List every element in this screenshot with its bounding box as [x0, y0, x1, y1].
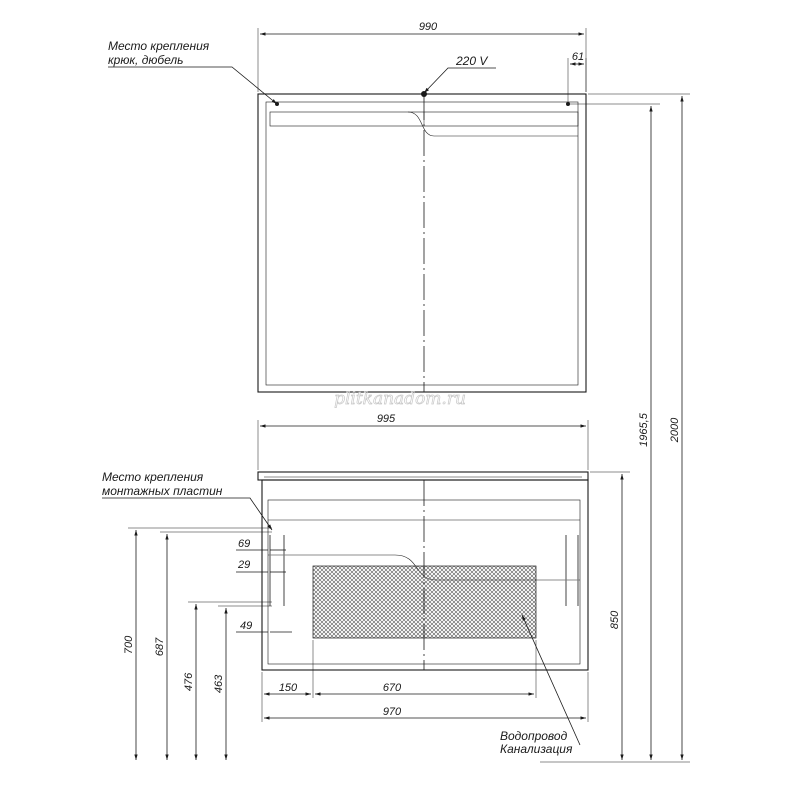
note-mirror-mount	[108, 39, 277, 104]
dim-687-label: 687	[154, 637, 166, 657]
dimension-mirror-width	[258, 21, 586, 92]
power-label: 220 V	[456, 54, 488, 68]
dim-2000-label: 2000	[669, 417, 681, 443]
mirror-mount-line-1: Место крепления	[108, 39, 210, 53]
dim-476-label: 476	[183, 672, 195, 692]
dim-150-label: 150	[278, 682, 298, 694]
dimension-476	[183, 602, 272, 760]
note-cabinet-mount	[102, 470, 272, 530]
dim-700-label: 700	[123, 635, 135, 655]
dimension-49	[236, 620, 292, 632]
dim-29-label: 29	[238, 559, 251, 571]
dim-1965-label: 1965,5	[638, 413, 650, 447]
mount-hook-right	[566, 102, 570, 106]
dim-69-label: 69	[238, 538, 251, 550]
dim-990-label: 990	[418, 21, 438, 33]
dimension-970	[264, 672, 588, 722]
cabinet-mount-line-2: монтажных пластин	[102, 484, 223, 498]
dim-463-label: 463	[213, 674, 225, 694]
dim-49-label: 49	[240, 620, 253, 632]
note-power	[424, 54, 496, 93]
dim-670-label: 670	[382, 682, 402, 694]
mirror-cabinet	[258, 91, 586, 392]
dim-970-label: 970	[382, 706, 402, 718]
dimension-69	[236, 538, 286, 550]
dim-995-label: 995	[376, 413, 396, 425]
dim-61-label: 61	[571, 51, 585, 63]
dimension-mirror-mount-height	[570, 104, 660, 760]
plumbing-zone	[313, 566, 536, 638]
mirror-mount-line-2: крюк, дюбель	[108, 53, 184, 67]
utilities-line-2: Канализация	[500, 742, 573, 756]
power-point	[421, 91, 427, 97]
dimension-29	[236, 559, 286, 572]
watermark-logo: plitkanadom.ru	[334, 389, 466, 409]
utilities-line-1: Водопровод	[500, 729, 568, 743]
cabinet-mount-line-1: Место крепления	[102, 470, 204, 484]
dimension-687	[154, 532, 272, 760]
dimension-cabinet-height	[590, 472, 630, 760]
vanity-top	[258, 413, 588, 480]
base-cabinet	[262, 480, 588, 670]
dim-850-label: 850	[609, 610, 621, 630]
